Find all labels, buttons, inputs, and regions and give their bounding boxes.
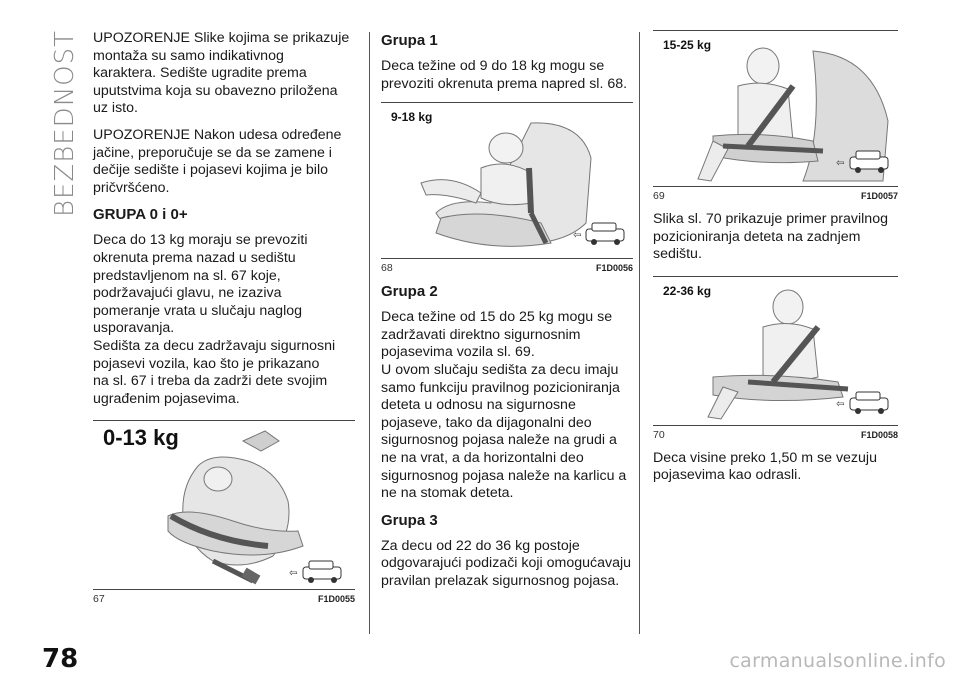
car-icon bbox=[586, 223, 624, 245]
column-3 bbox=[653, 30, 898, 494]
section-tab: BEZBEDNOST bbox=[50, 30, 80, 218]
direction-arrow-icon: ⇦ bbox=[289, 568, 298, 580]
direction-arrow-icon: ⇦ bbox=[573, 230, 582, 242]
figure-code: F1D0058 bbox=[860, 429, 898, 440]
figure-number: 68 bbox=[381, 262, 393, 275]
figure-weight-label: 0-13 kg bbox=[103, 425, 179, 451]
figure-number: 69 bbox=[653, 190, 665, 202]
warning-paragraph: UPOZORENJE Nakon udesa određene jačine, preporučuje se da se zamene i dečije sedište i pojasevi kojima je bilo pričvršćeno. bbox=[93, 126, 342, 196]
figure-weight-label: 22-36 kg bbox=[663, 283, 712, 298]
body-paragraph: Deca visine preko 1,50 m se vezuju pojasevima kao odrasli. bbox=[653, 449, 877, 484]
figure-number: 67 bbox=[93, 593, 105, 606]
figure-69 bbox=[653, 30, 898, 202]
section-heading: Grupa 2 bbox=[381, 283, 438, 301]
figure-70 bbox=[653, 276, 898, 441]
figure-weight-label: 9-18 kg bbox=[391, 110, 433, 125]
figure-68 bbox=[381, 102, 633, 275]
body-paragraph: Deca do 13 kg moraju se prevoziti okrenuta prema nazad u sedištu predstavljenom na sl. 67 koje, podržavajući glavu, ne izaziva pomeranje vrata u slučaju naglog usporavanja. Sedišta za decu zadržavaju sigurnosni pojasevi vozila, kao što je prikazano na sl. 67 i treba da zadrži dete svojim ugrađenim pojasevima. bbox=[93, 232, 336, 407]
watermark: carmanualsonline.info bbox=[729, 650, 946, 672]
figure-weight-label: 15-25 kg bbox=[663, 38, 712, 52]
body-paragraph: Slika sl. 70 prikazuje primer pravilnog pozicioniranja deteta na zadnjem sedištu. bbox=[653, 211, 888, 263]
warning-paragraph: UPOZORENJE Slike kojima se prikazuje montaža su samo indikativnog karaktera. Sedište ugradite prema uputstvima koja su obavezno priložena uz isto. bbox=[93, 30, 350, 117]
body-paragraph: Deca težine od 9 do 18 kg mogu se prevoziti okrenuta prema napred sl. 68. bbox=[381, 58, 628, 92]
column-divider bbox=[369, 32, 370, 634]
figure-code: F1D0055 bbox=[317, 594, 355, 605]
figure-code: F1D0056 bbox=[595, 263, 633, 274]
column-divider bbox=[639, 32, 640, 634]
body-paragraph: Deca težine od 15 do 25 kg mogu se zadržavati direktno sigurnosnim pojasevima vozila sl. 69. U ovom slučaju sedišta za decu imaju samo funkciju pravilnog pozicioniranja deteta u odnosu na sigurnosne pojaseve, tako da dijagonalni deo sigurnosnog pojasa naleže na grudi a ne na vrat, a da horizontalni deo sigurnosnog pojasa naleže na karlicu a ne na stomak deteta. bbox=[381, 309, 627, 502]
column-2 bbox=[381, 30, 633, 600]
section-heading: GRUPA 0 i 0+ bbox=[93, 206, 188, 224]
figure-code: F1D0057 bbox=[860, 191, 898, 201]
page-number: 78 bbox=[42, 644, 79, 674]
column-1 bbox=[93, 30, 355, 606]
car-icon bbox=[303, 561, 341, 583]
figure-67 bbox=[93, 420, 355, 606]
direction-arrow-icon: ⇦ bbox=[836, 158, 845, 169]
section-heading: Grupa 3 bbox=[381, 511, 438, 529]
direction-arrow-icon: ⇦ bbox=[836, 398, 845, 410]
section-heading: Grupa 1 bbox=[381, 32, 438, 49]
car-icon bbox=[850, 392, 888, 414]
figure-number: 70 bbox=[653, 428, 665, 441]
body-paragraph: Za decu od 22 do 36 kg postoje odgovarajući podizači koji omogućavaju pravilan prelazak sigurnosnog pojasa. bbox=[381, 537, 632, 589]
